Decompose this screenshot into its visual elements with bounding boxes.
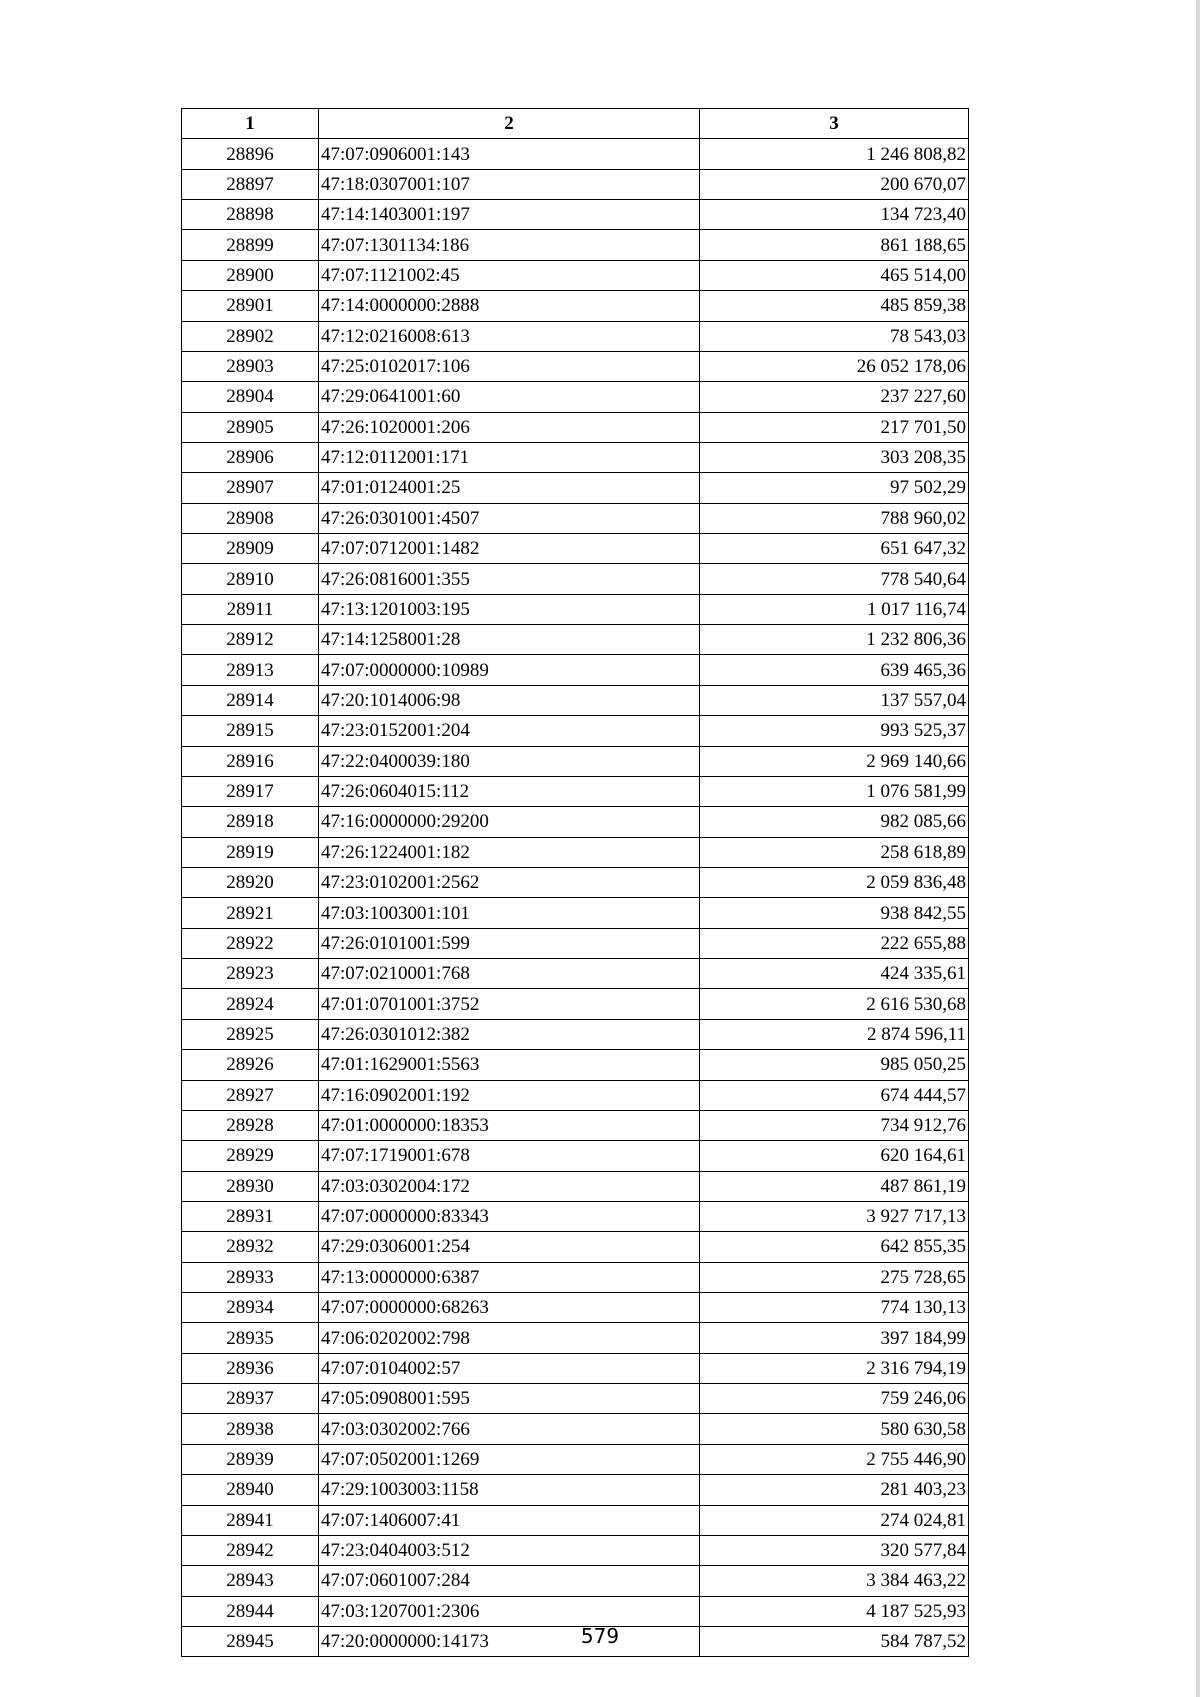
row-number-cell: 28942 xyxy=(182,1535,319,1565)
cadastral-number-cell: 47:03:1207001:2306 xyxy=(319,1596,700,1626)
table-row xyxy=(182,867,969,897)
cadastral-number-cell: 47:07:0000000:10989 xyxy=(319,655,700,685)
cadastral-value-cell: 759 246,06 xyxy=(700,1384,969,1414)
row-number-cell: 28935 xyxy=(182,1323,319,1353)
cadastral-value-cell: 217 701,50 xyxy=(700,412,969,442)
cadastral-number-cell: 47:26:0301001:4507 xyxy=(319,503,700,533)
row-number-cell: 28915 xyxy=(182,716,319,746)
cadastral-value-cell: 982 085,66 xyxy=(700,807,969,837)
cadastral-value-cell: 985 050,25 xyxy=(700,1050,969,1080)
cadastral-value-cell: 788 960,02 xyxy=(700,503,969,533)
cadastral-number-cell: 47:07:0906001:143 xyxy=(319,139,700,169)
cadastral-number-cell: 47:07:1301134:186 xyxy=(319,230,700,260)
row-number-cell: 28944 xyxy=(182,1596,319,1626)
cadastral-value-cell: 258 618,89 xyxy=(700,837,969,867)
cadastral-number-cell: 47:01:1629001:5563 xyxy=(319,1050,700,1080)
table-row xyxy=(182,655,969,685)
row-number-cell: 28904 xyxy=(182,382,319,412)
table-row xyxy=(182,1596,969,1626)
cadastral-value-cell: 938 842,55 xyxy=(700,898,969,928)
cadastral-number-cell: 47:26:0816001:355 xyxy=(319,564,700,594)
row-number-cell: 28916 xyxy=(182,746,319,776)
row-number-cell: 28931 xyxy=(182,1201,319,1231)
column-header-cadastral-number: 2 xyxy=(319,109,700,139)
cadastral-value-cell: 3 384 463,22 xyxy=(700,1566,969,1596)
row-number-cell: 28928 xyxy=(182,1110,319,1140)
table-row xyxy=(182,776,969,806)
cadastral-number-cell: 47:07:1719001:678 xyxy=(319,1141,700,1171)
table-row xyxy=(182,1050,969,1080)
cadastral-value-cell: 778 540,64 xyxy=(700,564,969,594)
cadastral-number-cell: 47:26:0301012:382 xyxy=(319,1019,700,1049)
table-row xyxy=(182,1323,969,1353)
table-row xyxy=(182,989,969,1019)
table-row xyxy=(182,564,969,594)
row-number-cell: 28913 xyxy=(182,655,319,685)
table-row xyxy=(182,412,969,442)
row-number-cell: 28898 xyxy=(182,200,319,230)
cadastral-value-cell: 651 647,32 xyxy=(700,534,969,564)
row-number-cell: 28907 xyxy=(182,473,319,503)
cadastral-value-cell: 237 227,60 xyxy=(700,382,969,412)
cadastral-value-cell: 2 874 596,11 xyxy=(700,1019,969,1049)
cadastral-value-cell: 993 525,37 xyxy=(700,716,969,746)
row-number-cell: 28945 xyxy=(182,1626,319,1656)
cadastral-number-cell: 47:23:0152001:204 xyxy=(319,716,700,746)
column-header-number: 1 xyxy=(182,109,319,139)
cadastral-value-cell: 320 577,84 xyxy=(700,1535,969,1565)
cadastral-number-cell: 47:07:0104002:57 xyxy=(319,1353,700,1383)
table-row xyxy=(182,1505,969,1535)
cadastral-number-cell: 47:01:0000000:18353 xyxy=(319,1110,700,1140)
table-row xyxy=(182,230,969,260)
cadastral-number-cell: 47:05:0908001:595 xyxy=(319,1384,700,1414)
cadastral-number-cell: 47:13:0000000:6387 xyxy=(319,1262,700,1292)
cadastral-value-cell: 639 465,36 xyxy=(700,655,969,685)
cadastral-value-cell: 2 616 530,68 xyxy=(700,989,969,1019)
row-number-cell: 28925 xyxy=(182,1019,319,1049)
cadastral-value-cell: 274 024,81 xyxy=(700,1505,969,1535)
table-row xyxy=(182,534,969,564)
cadastral-value-cell: 4 187 525,93 xyxy=(700,1596,969,1626)
table-row xyxy=(182,746,969,776)
table-row xyxy=(182,1110,969,1140)
cadastral-number-cell: 47:12:0112001:171 xyxy=(319,442,700,472)
table-row xyxy=(182,1141,969,1171)
cadastral-value-cell: 281 403,23 xyxy=(700,1475,969,1505)
row-number-cell: 28917 xyxy=(182,776,319,806)
cadastral-value-cell: 97 502,29 xyxy=(700,473,969,503)
cadastral-number-cell: 47:07:0210001:768 xyxy=(319,959,700,989)
table-row xyxy=(182,169,969,199)
table-row xyxy=(182,594,969,624)
cadastral-number-cell: 47:20:1014006:98 xyxy=(319,685,700,715)
cadastral-value-cell: 620 164,61 xyxy=(700,1141,969,1171)
row-number-cell: 28919 xyxy=(182,837,319,867)
table-row xyxy=(182,1535,969,1565)
cadastral-number-cell: 47:29:1003003:1158 xyxy=(319,1475,700,1505)
table-row xyxy=(182,1019,969,1049)
cadastral-number-cell: 47:03:0302004:172 xyxy=(319,1171,700,1201)
cadastral-value-cell: 861 188,65 xyxy=(700,230,969,260)
row-number-cell: 28910 xyxy=(182,564,319,594)
cadastral-number-cell: 47:26:1224001:182 xyxy=(319,837,700,867)
cadastral-value-cell: 222 655,88 xyxy=(700,928,969,958)
cadastral-number-cell: 47:22:0400039:180 xyxy=(319,746,700,776)
table-row xyxy=(182,807,969,837)
row-number-cell: 28920 xyxy=(182,867,319,897)
table-header-row xyxy=(182,109,969,139)
cadastral-number-cell: 47:20:0000000:14173 xyxy=(319,1626,700,1656)
cadastral-value-cell: 134 723,40 xyxy=(700,200,969,230)
cadastral-number-cell: 47:13:1201003:195 xyxy=(319,594,700,624)
table-row xyxy=(182,1262,969,1292)
table-row xyxy=(182,291,969,321)
cadastral-number-cell: 47:06:0202002:798 xyxy=(319,1323,700,1353)
row-number-cell: 28933 xyxy=(182,1262,319,1292)
cadastral-number-cell: 47:26:1020001:206 xyxy=(319,412,700,442)
cadastral-value-cell: 137 557,04 xyxy=(700,685,969,715)
table-row xyxy=(182,382,969,412)
table-row xyxy=(182,1444,969,1474)
row-number-cell: 28934 xyxy=(182,1293,319,1323)
table-row xyxy=(182,1566,969,1596)
cadastral-number-cell: 47:23:0102001:2562 xyxy=(319,867,700,897)
cadastral-value-cell: 584 787,52 xyxy=(700,1626,969,1656)
table-row xyxy=(182,928,969,958)
row-number-cell: 28900 xyxy=(182,260,319,290)
page-edge xyxy=(1196,0,1200,1697)
table-row xyxy=(182,1353,969,1383)
cadastral-number-cell: 47:29:0641001:60 xyxy=(319,382,700,412)
cadastral-value-cell: 1 076 581,99 xyxy=(700,776,969,806)
row-number-cell: 28927 xyxy=(182,1080,319,1110)
row-number-cell: 28908 xyxy=(182,503,319,533)
table-row xyxy=(182,351,969,381)
row-number-cell: 28909 xyxy=(182,534,319,564)
cadastral-number-cell: 47:12:0216008:613 xyxy=(319,321,700,351)
row-number-cell: 28930 xyxy=(182,1171,319,1201)
row-number-cell: 28926 xyxy=(182,1050,319,1080)
row-number-cell: 28940 xyxy=(182,1475,319,1505)
cadastral-value-cell: 2 059 836,48 xyxy=(700,867,969,897)
cadastral-number-cell: 47:26:0604015:112 xyxy=(319,776,700,806)
cadastral-value-table xyxy=(181,108,969,1657)
table-row xyxy=(182,1475,969,1505)
row-number-cell: 28901 xyxy=(182,291,319,321)
table-row xyxy=(182,1232,969,1262)
cadastral-number-cell: 47:01:0124001:25 xyxy=(319,473,700,503)
cadastral-value-cell: 200 670,07 xyxy=(700,169,969,199)
cadastral-value-cell: 642 855,35 xyxy=(700,1232,969,1262)
cadastral-number-cell: 47:07:0000000:68263 xyxy=(319,1293,700,1323)
cadastral-value-cell: 674 444,57 xyxy=(700,1080,969,1110)
table-row xyxy=(182,898,969,928)
table-row xyxy=(182,1171,969,1201)
cadastral-value-cell: 1 246 808,82 xyxy=(700,139,969,169)
row-number-cell: 28912 xyxy=(182,625,319,655)
cadastral-number-cell: 47:03:1003001:101 xyxy=(319,898,700,928)
row-number-cell: 28923 xyxy=(182,959,319,989)
cadastral-number-cell: 47:07:0601007:284 xyxy=(319,1566,700,1596)
table-row xyxy=(182,959,969,989)
table-row xyxy=(182,321,969,351)
cadastral-value-cell: 465 514,00 xyxy=(700,260,969,290)
cadastral-value-cell: 734 912,76 xyxy=(700,1110,969,1140)
row-number-cell: 28911 xyxy=(182,594,319,624)
row-number-cell: 28905 xyxy=(182,412,319,442)
row-number-cell: 28921 xyxy=(182,898,319,928)
table-row xyxy=(182,625,969,655)
table-row xyxy=(182,1201,969,1231)
table-row xyxy=(182,685,969,715)
cadastral-number-cell: 47:07:0000000:83343 xyxy=(319,1201,700,1231)
table-row xyxy=(182,473,969,503)
row-number-cell: 28929 xyxy=(182,1141,319,1171)
row-number-cell: 28936 xyxy=(182,1353,319,1383)
table-row xyxy=(182,260,969,290)
row-number-cell: 28941 xyxy=(182,1505,319,1535)
cadastral-value-cell: 1 017 116,74 xyxy=(700,594,969,624)
cadastral-number-cell: 47:14:1403001:197 xyxy=(319,200,700,230)
row-number-cell: 28897 xyxy=(182,169,319,199)
cadastral-value-cell: 26 052 178,06 xyxy=(700,351,969,381)
table-row xyxy=(182,716,969,746)
table-row xyxy=(182,139,969,169)
row-number-cell: 28943 xyxy=(182,1566,319,1596)
cadastral-number-cell: 47:25:0102017:106 xyxy=(319,351,700,381)
row-number-cell: 28922 xyxy=(182,928,319,958)
cadastral-value-cell: 487 861,19 xyxy=(700,1171,969,1201)
cadastral-number-cell: 47:26:0101001:599 xyxy=(319,928,700,958)
cadastral-number-cell: 47:14:0000000:2888 xyxy=(319,291,700,321)
column-header-cadastral-value: 3 xyxy=(700,109,969,139)
row-number-cell: 28899 xyxy=(182,230,319,260)
table-row xyxy=(182,837,969,867)
row-number-cell: 28924 xyxy=(182,989,319,1019)
cadastral-value-cell: 580 630,58 xyxy=(700,1414,969,1444)
table-row xyxy=(182,503,969,533)
cadastral-value-cell: 397 184,99 xyxy=(700,1323,969,1353)
cadastral-value-cell: 1 232 806,36 xyxy=(700,625,969,655)
cadastral-value-cell: 275 728,65 xyxy=(700,1262,969,1292)
cadastral-number-cell: 47:16:0902001:192 xyxy=(319,1080,700,1110)
row-number-cell: 28902 xyxy=(182,321,319,351)
cadastral-number-cell: 47:29:0306001:254 xyxy=(319,1232,700,1262)
row-number-cell: 28896 xyxy=(182,139,319,169)
cadastral-number-cell: 47:18:0307001:107 xyxy=(319,169,700,199)
cadastral-value-cell: 78 543,03 xyxy=(700,321,969,351)
table-row xyxy=(182,1080,969,1110)
cadastral-number-cell: 47:07:1406007:41 xyxy=(319,1505,700,1535)
row-number-cell: 28914 xyxy=(182,685,319,715)
page-number: 579 xyxy=(580,1624,620,1648)
cadastral-number-cell: 47:03:0302002:766 xyxy=(319,1414,700,1444)
cadastral-value-cell: 424 335,61 xyxy=(700,959,969,989)
cadastral-number-cell: 47:07:1121002:45 xyxy=(319,260,700,290)
table-row xyxy=(182,442,969,472)
row-number-cell: 28903 xyxy=(182,351,319,381)
row-number-cell: 28937 xyxy=(182,1384,319,1414)
cadastral-number-cell: 47:14:1258001:28 xyxy=(319,625,700,655)
cadastral-value-cell: 2 969 140,66 xyxy=(700,746,969,776)
cadastral-value-cell: 2 755 446,90 xyxy=(700,1444,969,1474)
cadastral-value-cell: 303 208,35 xyxy=(700,442,969,472)
cadastral-value-cell: 485 859,38 xyxy=(700,291,969,321)
cadastral-value-cell: 774 130,13 xyxy=(700,1293,969,1323)
row-number-cell: 28918 xyxy=(182,807,319,837)
table-body xyxy=(182,139,969,1657)
row-number-cell: 28939 xyxy=(182,1444,319,1474)
cadastral-value-cell: 2 316 794,19 xyxy=(700,1353,969,1383)
row-number-cell: 28906 xyxy=(182,442,319,472)
table-row xyxy=(182,1414,969,1444)
table-row xyxy=(182,1384,969,1414)
row-number-cell: 28938 xyxy=(182,1414,319,1444)
cadastral-number-cell: 47:16:0000000:29200 xyxy=(319,807,700,837)
cadastral-number-cell: 47:23:0404003:512 xyxy=(319,1535,700,1565)
table-row xyxy=(182,200,969,230)
cadastral-number-cell: 47:07:0502001:1269 xyxy=(319,1444,700,1474)
table-row xyxy=(182,1293,969,1323)
cadastral-value-cell: 3 927 717,13 xyxy=(700,1201,969,1231)
cadastral-number-cell: 47:01:0701001:3752 xyxy=(319,989,700,1019)
cadastral-number-cell: 47:07:0712001:1482 xyxy=(319,534,700,564)
row-number-cell: 28932 xyxy=(182,1232,319,1262)
